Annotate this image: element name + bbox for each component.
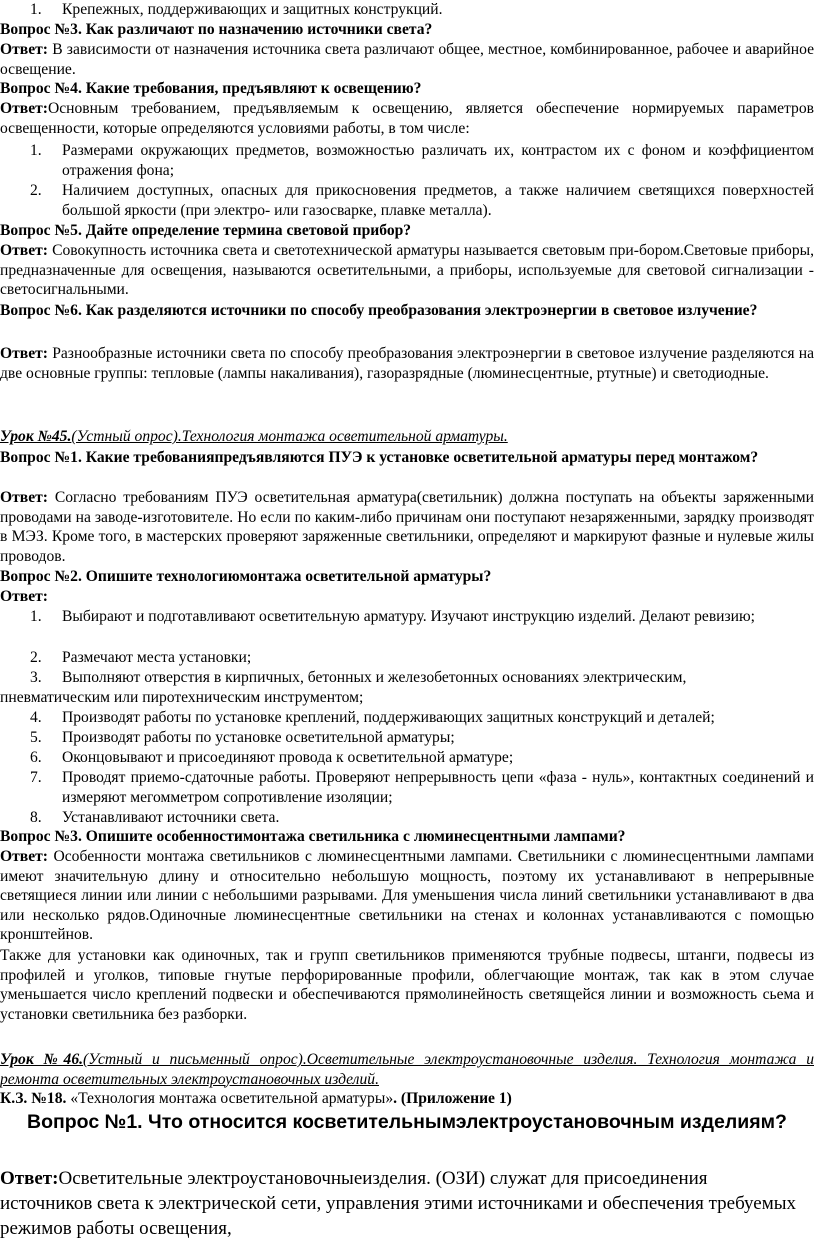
list-text: Размечают места установки;	[62, 649, 252, 666]
list-item	[0, 141, 814, 180]
question-label: Вопрос №3.	[0, 828, 82, 845]
lesson-45-answer-3-continued	[0, 946, 814, 1024]
lesson-46-title	[0, 1050, 814, 1089]
question-4	[0, 79, 814, 99]
list-item-continuation	[0, 688, 814, 708]
lesson-45-question-1	[0, 448, 814, 468]
answer-label: Ответ:	[0, 588, 48, 605]
list-text: Производят работы по установке креплений, поддерживающих защитных конструкций и деталей;	[62, 709, 715, 726]
list-text: Производят работы по установке осветительной арматуры;	[62, 729, 455, 746]
answer-label: Ответ:	[0, 41, 48, 58]
lesson-45-answer-2-label	[0, 587, 814, 607]
question-text: Какие требованияпредъявляются ПУЭ к установке осветительной арматуры перед монтажом?	[85, 449, 759, 466]
question-label: Вопрос №5.	[0, 222, 82, 239]
lesson-45-question-2	[0, 567, 814, 587]
lesson-45-answer-3	[0, 847, 814, 945]
question-text: Как разделяются источники по способу преобразования электроэнергии в световое излучение?	[85, 302, 758, 319]
list-number: 1.	[30, 608, 42, 625]
answer-4	[0, 99, 814, 138]
list-item	[0, 668, 814, 688]
question-label: Вопрос №2.	[0, 568, 82, 585]
lesson-title: (Устный опрос).Технология монтажа осветительной арматуры.	[71, 428, 508, 445]
lesson-label: Урок №45.	[0, 428, 72, 445]
answer-text: Разнообразные источники света по способу преобразования электроэнергии в световое излучение разделяются на две основные группы: тепловые (лампы накаливания), газоразрядные (люминесцентные, ртутные) и светодиодные.	[0, 345, 814, 382]
list-text: Наличием доступных, опасных для прикосновения предметов, а также наличием светящихся поверхностей большой яркости (при электро- или газосварке, плавке металла).	[62, 182, 814, 219]
answer-3	[0, 40, 814, 79]
answer-label: Ответ:	[0, 345, 48, 362]
lesson-45-title	[0, 427, 814, 447]
lesson-title: (Устный и письменный опрос).Осветительные электроустановочные изделия. Технология монтажа и ремонта осветительных электроустановочных изделий.	[0, 1051, 814, 1088]
kz-title: «Технология монтажа осветительной арматуры»	[70, 1090, 394, 1107]
list-number: 6.	[30, 749, 42, 766]
question-text: Какие требования, предъявляют к освещению?	[85, 80, 422, 97]
list-text: Оконцовывают и присоединяют провода к осветительной арматуре;	[62, 749, 514, 766]
answer-label: Ответ:	[0, 1168, 59, 1189]
list-number: 2.	[30, 182, 42, 199]
list-number: 2.	[30, 649, 42, 666]
list-number: 5.	[30, 729, 42, 746]
list-text: Выполняют отверстия в кирпичных, бетонных и железобетонных основаниях электрическим,	[62, 669, 687, 686]
list-number: 1.	[30, 142, 42, 159]
list-text: Проводят приемо-сдаточные работы. Проверяют непрерывность цепи «фаза - нуль», контактных соединений и измеряют мегомметром сопротивление изоляции;	[62, 769, 814, 806]
question-label: Вопрос №4.	[0, 80, 82, 97]
question-6	[0, 301, 814, 321]
list-item	[0, 607, 814, 627]
list-number: 7.	[30, 769, 42, 786]
lesson-45-question-3	[0, 827, 814, 847]
question-text: Опишите технологиюмонтажа осветительной арматуры?	[85, 568, 492, 585]
answer-text: Основным требованием, предъявляемым к освещению, является обеспечение нормируемых параметров освещенности, которые определяются условиями работы, в том числе:	[0, 100, 814, 137]
list-text: Устанавливают источники света.	[62, 809, 280, 826]
list-item	[0, 808, 814, 828]
list-number: 3.	[30, 669, 42, 686]
answer-text: Согласно требованиям ПУЭ осветительная арматура(светильник) должна поступать на объекты заряженными проводами на заводе-изготовителе. Но если по каким-либо причинам они поступают незаряженными, зарядку производят в МЭЗ. Кроме того, в мастерских проверяют заряженные светильники, определяют и маркируют фазные и нулевые жилы проводов.	[0, 489, 814, 565]
list-number: 4.	[30, 709, 42, 726]
question-text: Как различают по назначению источники света?	[85, 21, 433, 38]
answer-text: Совокупность источника света и светотехнической арматуры называется световым при-бором.Световые приборы, предназначенные для освещения, называются осветительными, а приборы, используемые для световой сигнализации - светосигнальными.	[0, 242, 814, 298]
question-5	[0, 221, 814, 241]
list-item	[0, 708, 814, 728]
answer-label: Ответ:	[0, 100, 48, 117]
answer-5	[0, 241, 814, 300]
list-number: 8.	[30, 809, 42, 826]
answer-6	[0, 344, 814, 383]
list-item	[0, 728, 814, 748]
question-3	[0, 20, 814, 40]
list-item	[0, 648, 814, 668]
question-text: Опишите особенностимонтажа светильника с люминесцентными лампами?	[85, 828, 626, 845]
question-label: Вопрос №6.	[0, 302, 82, 319]
question-label: Вопрос №3.	[0, 21, 82, 38]
question-text: Дайте определение термина световой прибор?	[85, 222, 412, 239]
list-number: 1.	[30, 1, 42, 18]
answer-text: В зависимости от назначения источника света различают общее, местное, комбинированное, рабочее и аварийное освещение.	[0, 41, 814, 78]
lesson-46-question-1: Вопрос №1. Что относится косветительнымэлектроустановочным изделиям?	[27, 1111, 787, 1133]
answer-text: Также для установки как одиночных, так и групп светильников применяются трубные подвесы, штанги, подвесы из профилей и уголков, типовые гнутые перфорированные профили, облегчающие монтаж, так как в этом случае уменьшается число креплений подвески и обеспечиваются прямолинейность светящейся линии и возможность сьема и установки светильника без разборки.	[0, 947, 814, 1023]
kz-appendix: . (Приложение 1)	[393, 1090, 512, 1107]
list-text: Крепежных, поддерживающих и защитных конструкций.	[62, 1, 443, 18]
kz-line	[0, 1089, 814, 1109]
list-item	[0, 0, 814, 20]
answer-label: Ответ:	[0, 489, 48, 506]
lesson-label: Урок №46.	[0, 1051, 84, 1068]
list-item	[0, 748, 814, 768]
list-item	[0, 768, 814, 807]
answer-label: Ответ:	[0, 848, 48, 865]
kz-label: К.З. №18.	[0, 1090, 67, 1107]
list-text: пневматическим или пиротехническим инструментом;	[0, 689, 364, 706]
answer-label: Ответ:	[0, 242, 48, 259]
lesson-46-answer-1	[0, 1166, 800, 1241]
question-label: Вопрос №1.	[0, 449, 82, 466]
lesson-45-answer-1	[0, 488, 814, 566]
list-text: Размерами окружающих предметов, возможностью различать их, контрастом их с фоном и коэффициентом отражения фона;	[62, 142, 814, 179]
list-text: Выбирают и подготавливают осветительную арматуру. Изучают инструкцию изделий. Делают ревизию;	[62, 608, 756, 625]
list-item	[0, 181, 814, 220]
answer-text: Особенности монтажа светильников с люминесцентными лампами. Светильники с люминесцентными лампами имеют значительную длину и относительно небольшую мощность, поэтому их устанавливают в непрерывные светящиеся линии или линии с небольшими разрывами. Для уменьшения числа линий светильники устанавливают в два или несколько рядов.Одиночные люминесцентные светильники на стенах и колоннах устанавливаются с помощью кронштейнов.	[0, 848, 814, 943]
answer-text: Осветительные электроустановочныеизделия. (ОЗИ) служат для присоединения источников света к электрической сети, управления этими источниками и обеспечения требуемых режимов работы освещения,	[0, 1168, 797, 1239]
